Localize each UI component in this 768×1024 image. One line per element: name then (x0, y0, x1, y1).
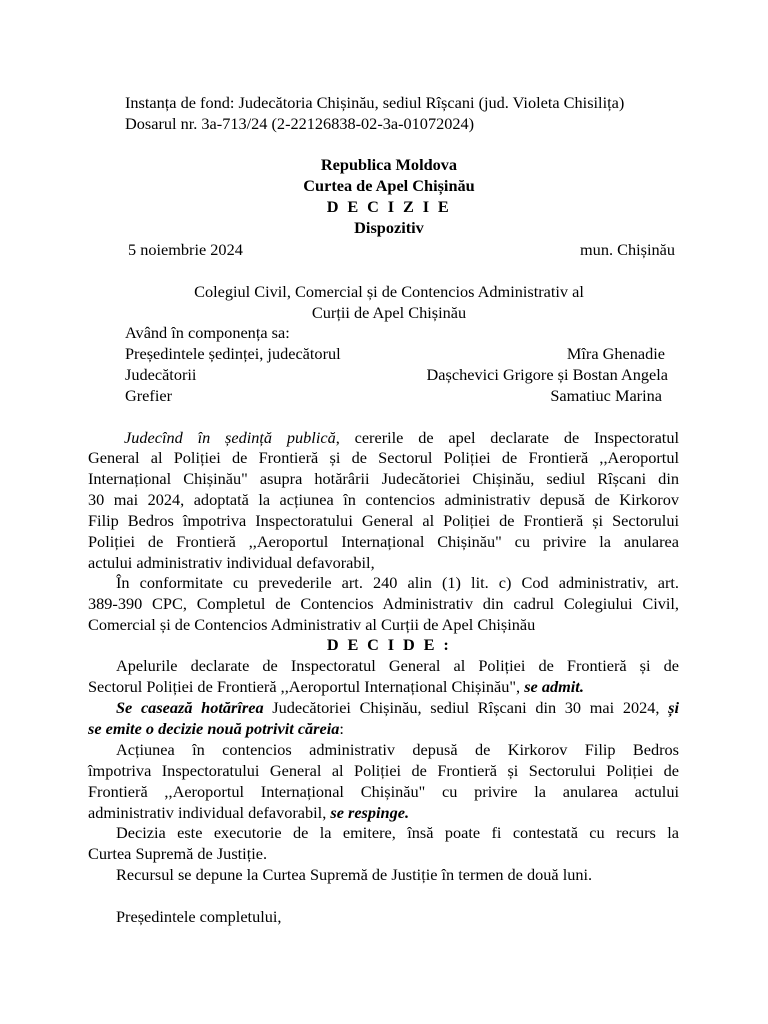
composition-role: Grefier (125, 386, 172, 405)
p5-line: împotriva Inspectoratului General al Poliției de Frontieră și Sectorului Poliției de (88, 761, 679, 780)
p1-line: Poliției de Frontieră ,,Aeroportul Internațional Chișinău" cu privire la anularea (88, 532, 679, 551)
p5-line-last (88, 803, 409, 823)
dosar-number: Dosarul nr. 3a-713/24 (2-22126838-02-3a-01072024) (125, 114, 475, 133)
closing-signature-label: Președintele completului, (116, 907, 282, 926)
p4-line (116, 698, 679, 718)
college-line-1: Colegiul Civil, Comercial și de Contencios Administrativ al (194, 282, 584, 301)
decision-title: D E C I Z I E (326, 197, 452, 216)
dispozitiv-title: Dispozitiv (354, 218, 424, 237)
instanta-de-fond: Instanța de fond: Judecătoria Chișinău, sediul Rîșcani (jud. Violeta Chisilița) (125, 93, 625, 112)
p1-line-last: actului administrativ individual defavorabil, (88, 553, 375, 572)
p7-line: Recursul se depune la Curtea Supremă de Justiție în termen de două luni. (116, 865, 593, 884)
college-line-2: Curții de Apel Chișinău (311, 303, 467, 322)
p5-text: administrativ individual defavorabil, (88, 803, 331, 822)
p1-line-1-rest: , cererile de apel declarate de Inspectoratul (335, 428, 679, 447)
p1-line: Internațional Chișinău" asupra hotărârii Judecătoriei Chișinău, sediul Rîșcani din (88, 469, 679, 488)
p1-line: 30 mai 2024, adoptată la acțiunea în contencios administrativ depusă de Kirkorov (88, 490, 679, 509)
composition-name: Mîra Ghenadie (566, 344, 665, 363)
composition-name: Dașchevici Grigore și Bostan Angela (426, 365, 668, 384)
p6-line: Decizia este executorie de la emitere, însă poate fi contestată cu recurs la (116, 823, 679, 842)
decision-place: mun. Chișinău (580, 240, 675, 259)
p1-italic-lead: Judecînd în ședință publică (124, 428, 336, 447)
country-title: Republica Moldova (320, 155, 458, 174)
p4-bold-new-decision: se emite o decizie nouă potrivit căreia (88, 719, 340, 738)
p3-verdict: se admit. (524, 677, 584, 696)
decide-heading: D E C I D E : (326, 635, 452, 654)
decision-date: 5 noiembrie 2024 (128, 240, 243, 259)
court-title: Curtea de Apel Chișinău (303, 176, 475, 195)
p3-text: Sectorul Poliției de Frontieră ,,Aeroportul Internațional Chișinău", (88, 677, 525, 696)
p4-text: Judecătoriei Chișinău, sediul Rîșcani din 30 mai 2024, (263, 698, 669, 717)
p5-line: Frontieră ,,Aeroportul Internațional Chișinău" cu privire la anularea actului (88, 782, 679, 801)
p2-line: În conformitate cu prevederile art. 240 alin (1) lit. c) Cod administrativ, art. (116, 573, 679, 592)
composition-role: Președintele ședinței, judecătorul (125, 344, 341, 363)
p5-verdict: se respinge. (330, 803, 410, 822)
p3-line: Apelurile declarate de Inspectoratul General al Poliției de Frontieră și de (116, 656, 679, 675)
p1-line (124, 428, 679, 448)
composition-role: Judecătorii (125, 365, 197, 384)
p3-line-last (88, 677, 584, 697)
p4-bold-lead: Se casează hotărîrea (116, 698, 264, 717)
p2-line: 389-390 CPC, Completul de Contencios Administrativ din cadrul Colegiului Civil, (88, 594, 679, 613)
p5-line: Acțiunea în contencios administrativ depusă de Kirkorov Filip Bedros (116, 740, 679, 759)
p2-line-last: Comercial și de Contencios Administrativ al Curții de Apel Chișinău (88, 615, 536, 634)
p4-colon: : (339, 719, 344, 738)
p4-line-last (88, 719, 344, 739)
p6-line-last: Curtea Supremă de Justiție. (88, 844, 268, 863)
p1-line: General al Poliției de Frontieră și de Sectorul Poliției de Frontieră ,,Aeroportul (88, 448, 679, 467)
p4-bold-and: și (668, 698, 680, 717)
composition-intro: Având în componența sa: (125, 323, 290, 342)
p1-line: Filip Bedros împotriva Inspectoratului General al Poliției de Frontieră și Sectorului (88, 511, 679, 530)
composition-name: Samatiuc Marina (550, 386, 662, 405)
